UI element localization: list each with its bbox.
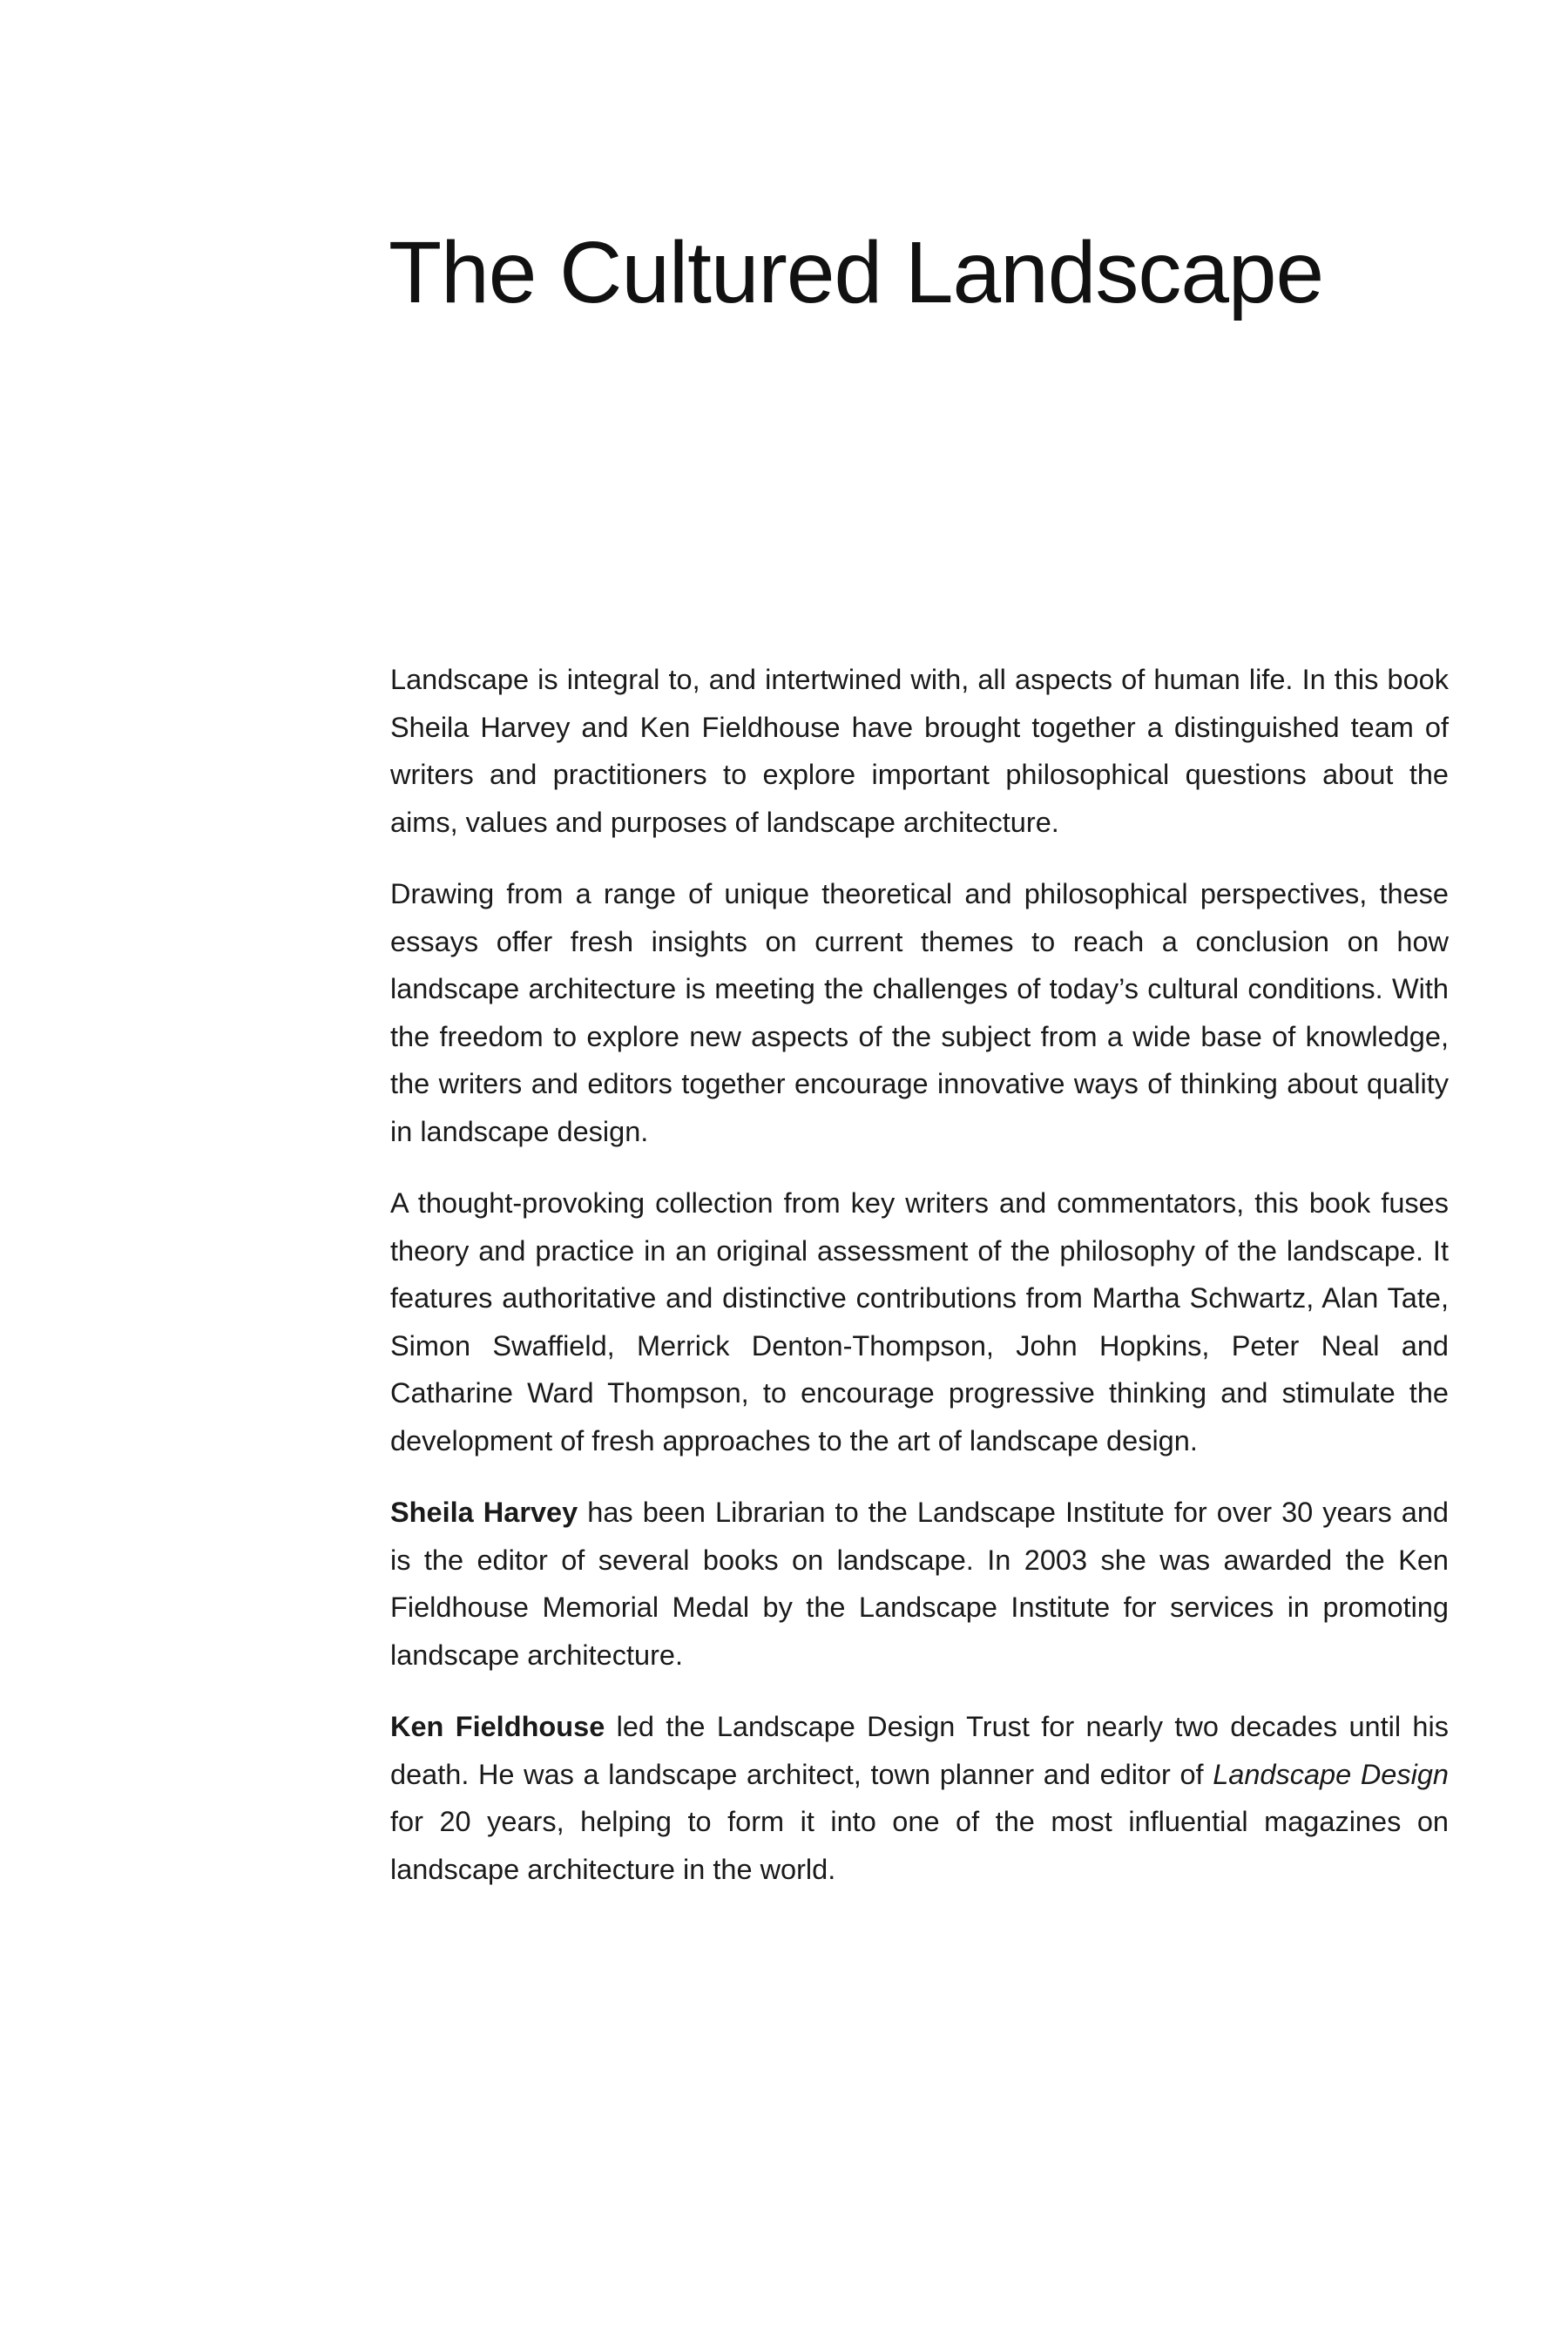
editor-bio-ken-fieldhouse-text-start: led the Landscape Design Trust for nearly two decades until his death. He was a landscape architect, town planner and editor of [390,1711,1449,1790]
editor-bio-ken-fieldhouse-text-end: for 20 years, helping to form it into one of the most influential magazines on landscape architecture in the world. [390,1806,1449,1885]
editor-bio-sheila-harvey [390,1489,1449,1679]
editor-name-sheila-harvey: Sheila Harvey [390,1497,578,1528]
editor-bio-sheila-harvey-text: has been Librarian to the Landscape Institute for over 30 years and is the editor of several books on landscape. In 2003 she was awarded the Ken Fieldhouse Memorial Medal by the Landscape Institute for services in promoting landscape architecture. [390,1497,1449,1671]
description-paragraph-intro: Landscape is integral to, and intertwined with, all aspects of human life. In this book Sheila Harvey and Ken Fieldhouse have brought together a distinguished team of writers and practitioners to explore important philosophical questions about the aims, values and purposes of landscape architecture. [390,664,1449,838]
magazine-title-landscape-design: Landscape Design [1213,1758,1449,1790]
description-paragraph-contributors: A thought-provoking collection from key writers and commentators, this book fuses theory and practice in an original assessment of the philosophy of the landscape. It features authoritative and distinctive contributions from Martha Schwartz, Alan Tate, Simon Swaffield, Merrick Denton-Thompson, John Hopkins, Peter Neal and Catharine Ward Thompson, to encourage progressive thinking and stimulate the development of fresh approaches to the art of landscape design. [390,1187,1449,1456]
editor-name-ken-fieldhouse: Ken Fieldhouse [390,1711,605,1742]
description-paragraph-perspectives: Drawing from a range of unique theoretical and philosophical perspectives, these essays offer fresh insights on current themes to reach a conclusion on how landscape architecture is meeting the challenges of today’s cultural conditions. With the freedom to explore new aspects of the subject from a wide base of knowledge, the writers and editors together encourage innovative ways of thinking about quality in landscape design. [390,878,1449,1147]
editor-bio-ken-fieldhouse [390,1703,1449,1893]
page-title: The Cultured Landscape [389,224,1324,321]
description-text-block [390,656,1449,1893]
